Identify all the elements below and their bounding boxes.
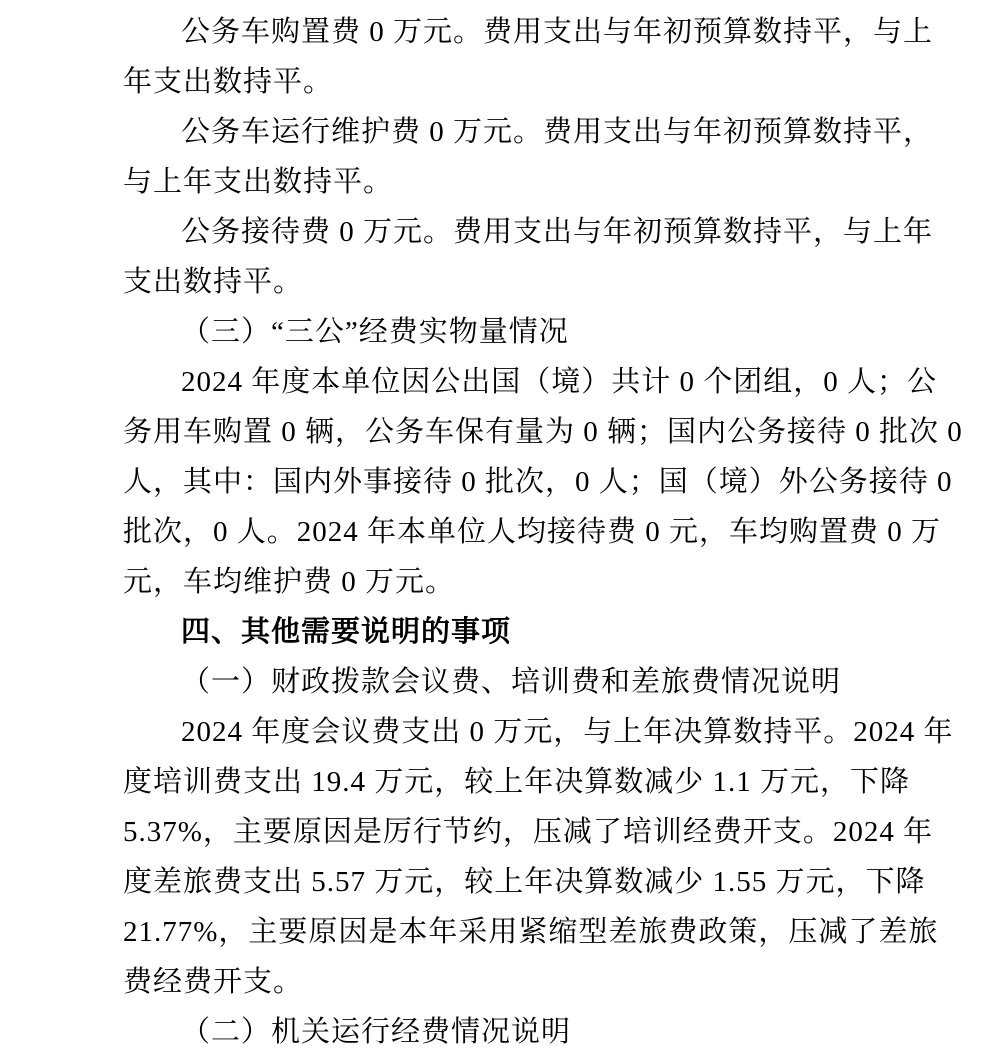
text-line: 21.77%，主要原因是本年采用紧缩型差旅费政策，压减了差旅 (123, 916, 939, 948)
text-line: 度差旅费支出 5.57 万元，较上年决算数减少 1.55 万元，下降 (123, 866, 926, 898)
text-line: 公务车购置费 0 万元。费用支出与年初预算数持平，与上 (181, 16, 934, 48)
text-line: 务用车购置 0 辆，公务车保有量为 0 辆；国内公务接待 0 批次 0 (123, 416, 963, 448)
text-line: 支出数持平。 (123, 266, 304, 298)
text-line: 度培训费支出 19.4 万元，较上年决算数减少 1.1 万元，下降 (123, 766, 911, 798)
text-line: （二）机关运行经费情况说明 (181, 1016, 572, 1048)
text-line: 批次，0 人。2024 年本单位人均接待费 0 元，车均购置费 0 万 (123, 516, 942, 548)
text-line: 2024 年度本单位因公出国（境）共计 0 个团组，0 人；公 (181, 366, 938, 398)
text-line: 公务车运行维护费 0 万元。费用支出与年初预算数持平， (181, 116, 934, 148)
text-line: （一）财政拨款会议费、培训费和差旅费情况说明 (181, 666, 842, 698)
document-body (123, 7, 963, 1056)
text-line: 公务接待费 0 万元。费用支出与年初预算数持平，与上年 (181, 216, 934, 248)
text-line: 元，车均维护费 0 万元。 (123, 566, 456, 598)
text-line: （三）“三公”经费实物量情况 (181, 316, 569, 348)
text-line: 人，其中：国内外事接待 0 批次，0 人；国（境）外公务接待 0 (123, 466, 953, 498)
text-line: 5.37%，主要原因是厉行节约，压减了培训经费开支。2024 年 (123, 816, 934, 848)
text-line: 2024 年度会议费支出 0 万元，与上年决算数持平。2024 年 (181, 716, 954, 748)
text-line: 费经费开支。 (123, 966, 304, 998)
text-line: 与上年支出数持平。 (123, 166, 394, 198)
text-line: 年支出数持平。 (123, 66, 334, 98)
section-heading-line: 四、其他需要说明的事项 (181, 616, 512, 648)
